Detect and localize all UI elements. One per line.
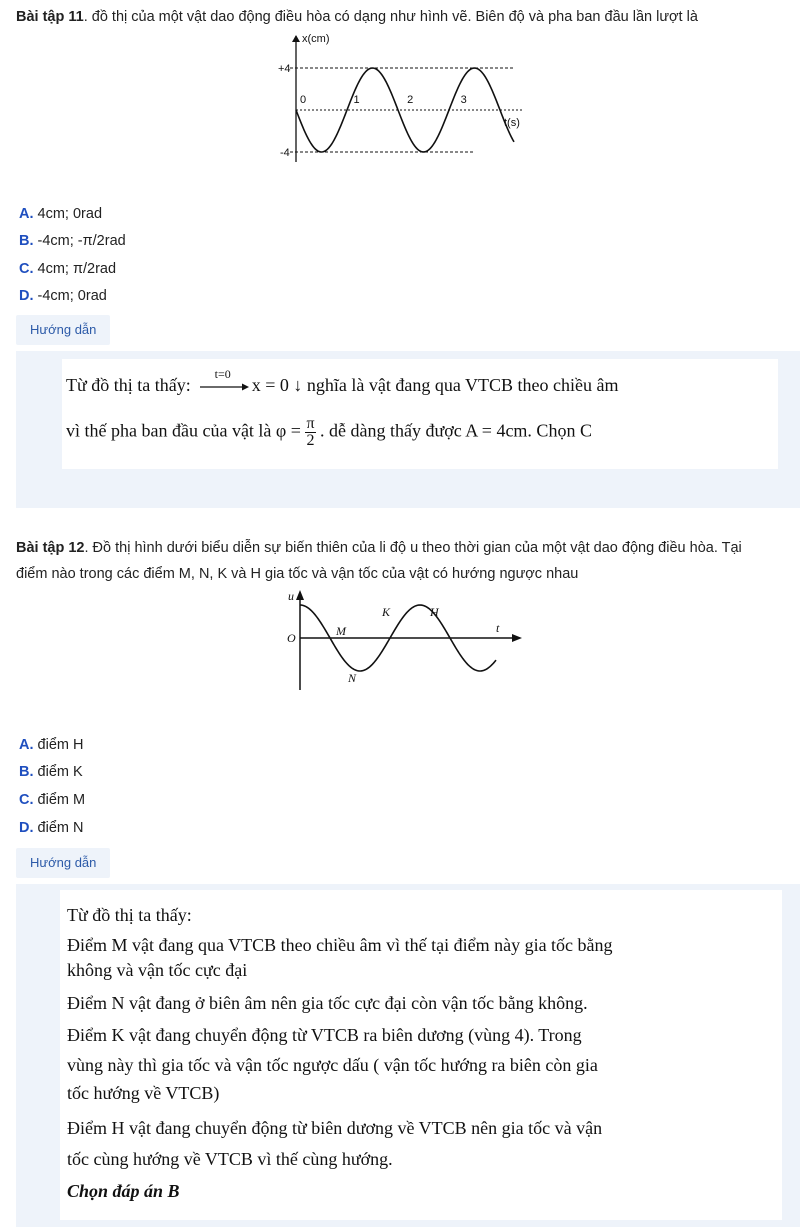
origin-label: O [287, 631, 296, 645]
x-tick-3: 3 [460, 94, 467, 106]
q11-option-c[interactable]: C. 4cm; π/2rad [19, 261, 117, 277]
q11-label: Bài tập 11 [16, 9, 84, 25]
q12-solution-line-7: tốc hướng về VTCB) [67, 1083, 220, 1103]
x-axis-label: t [496, 621, 500, 635]
q12-solution-line-9: tốc cùng hướng về VTCB vì thế cùng hướng. [67, 1149, 393, 1169]
q12-solution-line-2: Điểm M vật đang qua VTCB theo chiều âm vì thế tại điểm này gia tốc bằng [67, 935, 613, 955]
point-label-k: K [382, 605, 391, 619]
pi-over-2-fraction: $\frac{\pi}{2}$ [306, 415, 315, 449]
q12-solution-line-1: Từ đồ thị ta thấy: [67, 905, 192, 925]
q12-solution-line-6: vùng này thì gia tốc và vận tốc ngược dấu ( vận tốc hướng ra biên còn gia [67, 1055, 598, 1075]
q11-solution-line1: Từ đồ thị ta thấy: t=0 x = 0 ↓ nghĩa là vật đang qua VTCB theo chiều âm [66, 367, 619, 395]
t0-arrow: t=0 [200, 374, 252, 396]
q12-solution-line-3: không và vận tốc cực đại [67, 960, 248, 980]
y-axis-label: u [288, 589, 294, 603]
q11-solution-line2: vì thế pha ban đầu của vật là φ = $\frac{\pi}{2}$ . dễ dàng thấy được A = 4cm. Chọn C [66, 415, 592, 449]
point-label-m: M [336, 624, 346, 638]
y-tick-minus4: -4 [280, 147, 290, 159]
q12-label: Bài tập 12 [16, 540, 85, 556]
q12-guide-button[interactable]: Hướng dẫn [16, 848, 110, 878]
q11-text: . đồ thị của một vật dao động điều hòa có dạng như hình vẽ. Biên độ và pha ban đầu lần lượt là [83, 9, 698, 25]
y-tick-plus4: +4 [278, 63, 291, 75]
x-tick-2: 2 [407, 94, 414, 106]
q12-solution-line-5: Điểm K vật đang chuyển động từ VTCB ra biên dương (vùng 4). Trong [67, 1025, 582, 1045]
q11-option-d[interactable]: D. -4cm; 0rad [19, 288, 107, 304]
point-label-h: H [430, 605, 439, 619]
q11-chart [270, 26, 530, 176]
q12-option-b[interactable]: B. điểm K [19, 764, 83, 780]
q12-option-a[interactable]: A. điểm H [19, 737, 84, 753]
x-axis-label: t(s) [504, 117, 520, 129]
q11-guide-button[interactable]: Hướng dẫn [16, 315, 110, 345]
q12-chart [280, 588, 530, 698]
x-tick-1: 1 [353, 94, 360, 106]
q12-solution-line-8: Điểm H vật đang chuyển động từ biên dương về VTCB nên gia tốc và vận [67, 1118, 603, 1138]
q12-solution-line-4: Điểm N vật đang ở biên âm nên gia tốc cực đại còn vận tốc bằng không. [67, 993, 588, 1013]
x-tick-0: 0 [300, 94, 307, 106]
u-axis-arrow [296, 590, 304, 600]
q11-option-b[interactable]: B. -4cm; -π/2rad [19, 233, 126, 249]
q12-option-c[interactable]: C. điểm M [19, 792, 86, 808]
q12-statement: Bài tập 12. Đồ thị hình dưới biểu diễn sự biến thiên của li độ u theo thời gian của một vật dao động điều hòa. Tại điểm nào trong các điểm M, N, K và H gia tốc và vận tốc của vật có hướng ngược nhau [16, 540, 742, 582]
q12-option-d[interactable]: D. điểm N [19, 820, 84, 836]
y-axis-label: x(cm) [302, 33, 330, 45]
t-axis-arrow [512, 634, 522, 642]
q11-option-a[interactable]: A. 4cm; 0rad [19, 206, 103, 222]
q12-answer-line: Chọn đáp án B [67, 1181, 180, 1201]
point-label-n: N [348, 671, 357, 685]
